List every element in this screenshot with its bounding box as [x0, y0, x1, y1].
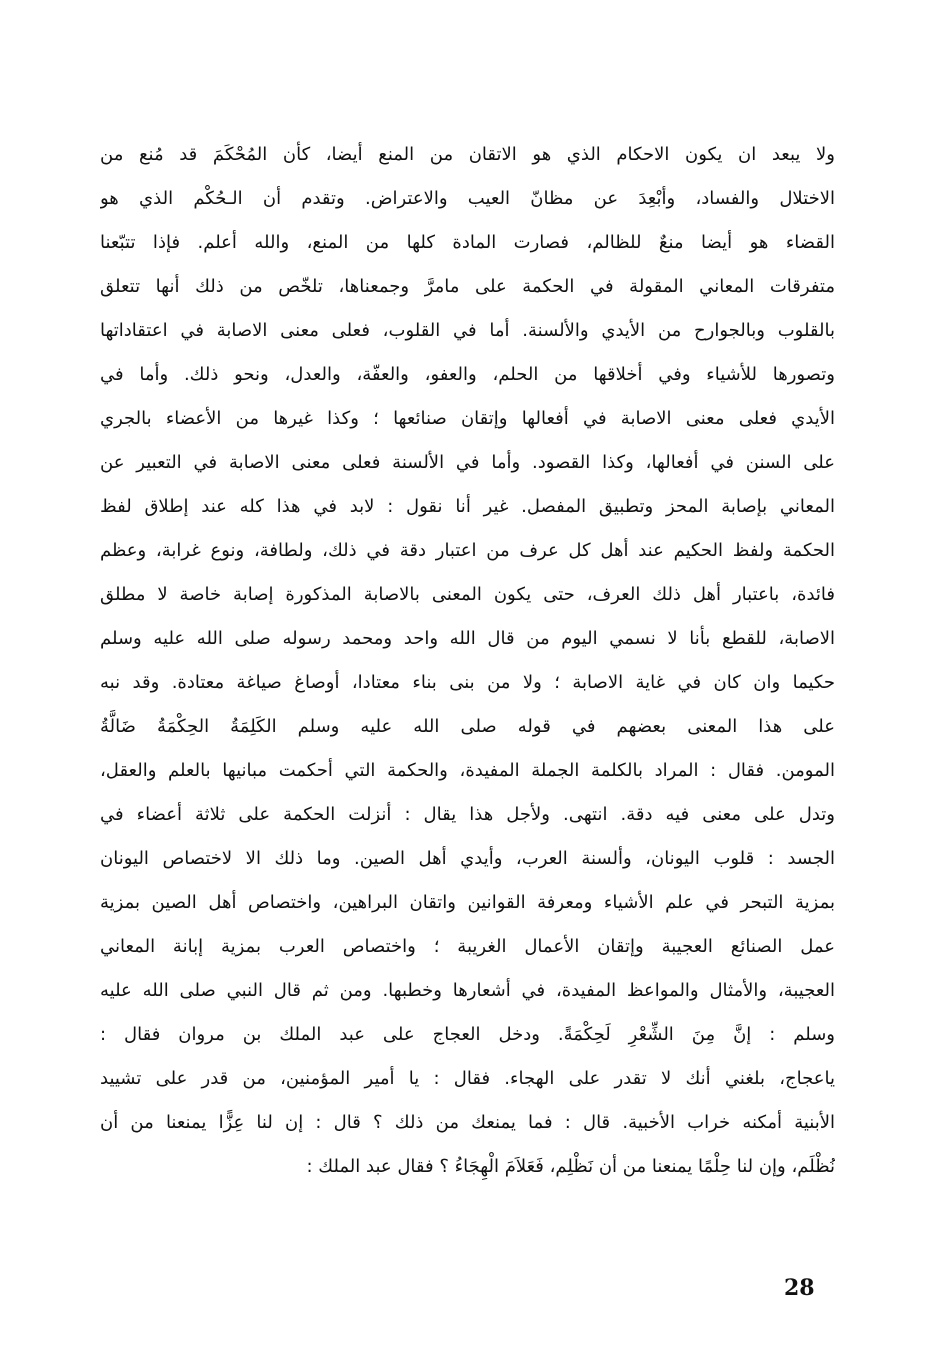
body-text [100, 133, 835, 1189]
text-line: على هذا المعنى بعضهم في قوله صلى الله عليه وسلم الكَلِمَةُ الحِكْمَةُ ضَالَّةُ [100, 716, 835, 737]
page-number: 28 [784, 1275, 815, 1301]
text-line: وسلم : إنَّ مِنَ الشِّعْرِ لَحِكْمَةً. ودخل العجاج على عبد الملك بن مروان فقال : [100, 1024, 835, 1045]
text-line: بالقلوب وبالجوارح من الأيدي والألسنة. أما في القلوب، فعلى معنى الاصابة في اعتقاداتها [100, 320, 835, 341]
text-line: المعاني بإصابة المحز وتطبيق المفصل. غير أنا نقول : لابد في هذا كله عند إطلاق لفظ [100, 496, 835, 517]
text-line: متفرقات المعاني المقولة في الحكمة على مامرَّ وجمعناها، تلخّص من ذلك أنها تتعلق [100, 276, 835, 297]
text-line: الأبنية أمكنه خراب الأخبية. قال : فما يمنعك من ذلك ؟ قال : إن لنا عِزًّا يمنعنا من أن [100, 1112, 835, 1133]
text-line: وتصورها للأشياء وفي أخلاقها من الحلم، والعفو، والعفّة، والعدل، ونحو ذلك. وأما في [100, 364, 835, 385]
text-line: عمل الصنائع العجيبة وإتقان الأعمال الغريبة ؛ واختصاص العرب بمزية إبانة المعاني [100, 936, 835, 957]
text-line: القضاء هو أيضا منعٌ للظالم، فصارت المادة كلها من المنع، والله أعلم. فإذا تتبّعنا [100, 232, 835, 253]
text-line: بمزية التبحر في علم الأشياء ومعرفة القوانين واتقان البراهين، واختصاص أهل الصين بمزية [100, 892, 835, 913]
text-line: على السنن في أفعالها، وكذا القصود. وأما في الألسنة فعلى معنى الاصابة في التعبير عن [100, 452, 835, 473]
text-line: الحكمة ولفظ الحكيم عند أهل كل عرف من اعتبار دقة في ذلك، ولطافة، ونوع غرابة، وعظم [100, 540, 835, 561]
text-line: الأيدي فعلى معنى الاصابة في أفعالها وإتقان صنائعها ؛ وكذا غيرها من الأعضاء بالجري [100, 408, 835, 429]
text-line: نُظْلَم، وإن لنا حِلْمًا يمنعنا من أن نَظْلِم، فَعَلاَمَ الْهِجَاءُ ؟ فقال عبد الملك : [306, 1156, 835, 1177]
text-line: الجسد : قلوب اليونان، وألسنة العرب، وأيدي أهل الصين. وما ذلك الا لاختصاص اليونان [100, 848, 835, 869]
text-line: المومن. فقال : المراد بالكلمة الجملة المفيدة، والحكمة التي أحكمت مبانيها بالعلم والعقل، [100, 760, 835, 781]
text-line: وتدل على معنى فيه دقة. انتهى. ولأجل هذا يقال : أنزلت الحكمة على ثلاثة أعضاء في [100, 804, 835, 825]
text-line: فائدة، باعتبار أهل ذلك العرف، حتى يكون المعنى بالاصابة المذكورة إصابة خاصة لا مطلق [100, 584, 835, 605]
text-line: ولا يبعد ان يكون الاحكام الذي هو الاتقان من المنع أيضا، كأن المُحْكَمَ قد مُنع من [100, 144, 835, 165]
text-line: الاختلال والفساد، وأبْعِدَ عن مظانّ العيب والاعتراض. وتقدم أن الـحُكْم الذي هو [100, 188, 835, 209]
text-line: الاصابة، للقطع بأنا لا نسمي اليوم من قال الله واحد ومحمد رسوله صلى الله عليه وسلم [100, 628, 835, 649]
text-line: حكيما وان كان في غاية الاصابة ؛ ولا من بنى بناء معتادا، أوصاغ صياغة معتادة. وقد نبه [100, 672, 835, 693]
text-line: ياعجاج، بلغني أنك لا تقدر على الهجاء. فقال : يا أمير المؤمنين، من قدر على تشييد [100, 1068, 835, 1089]
text-line: العجيبة، والأمثال والمواعظ المفيدة، في أشعارها وخطبها. ومن ثم قال النبي صلى الله عليه [100, 980, 835, 1001]
